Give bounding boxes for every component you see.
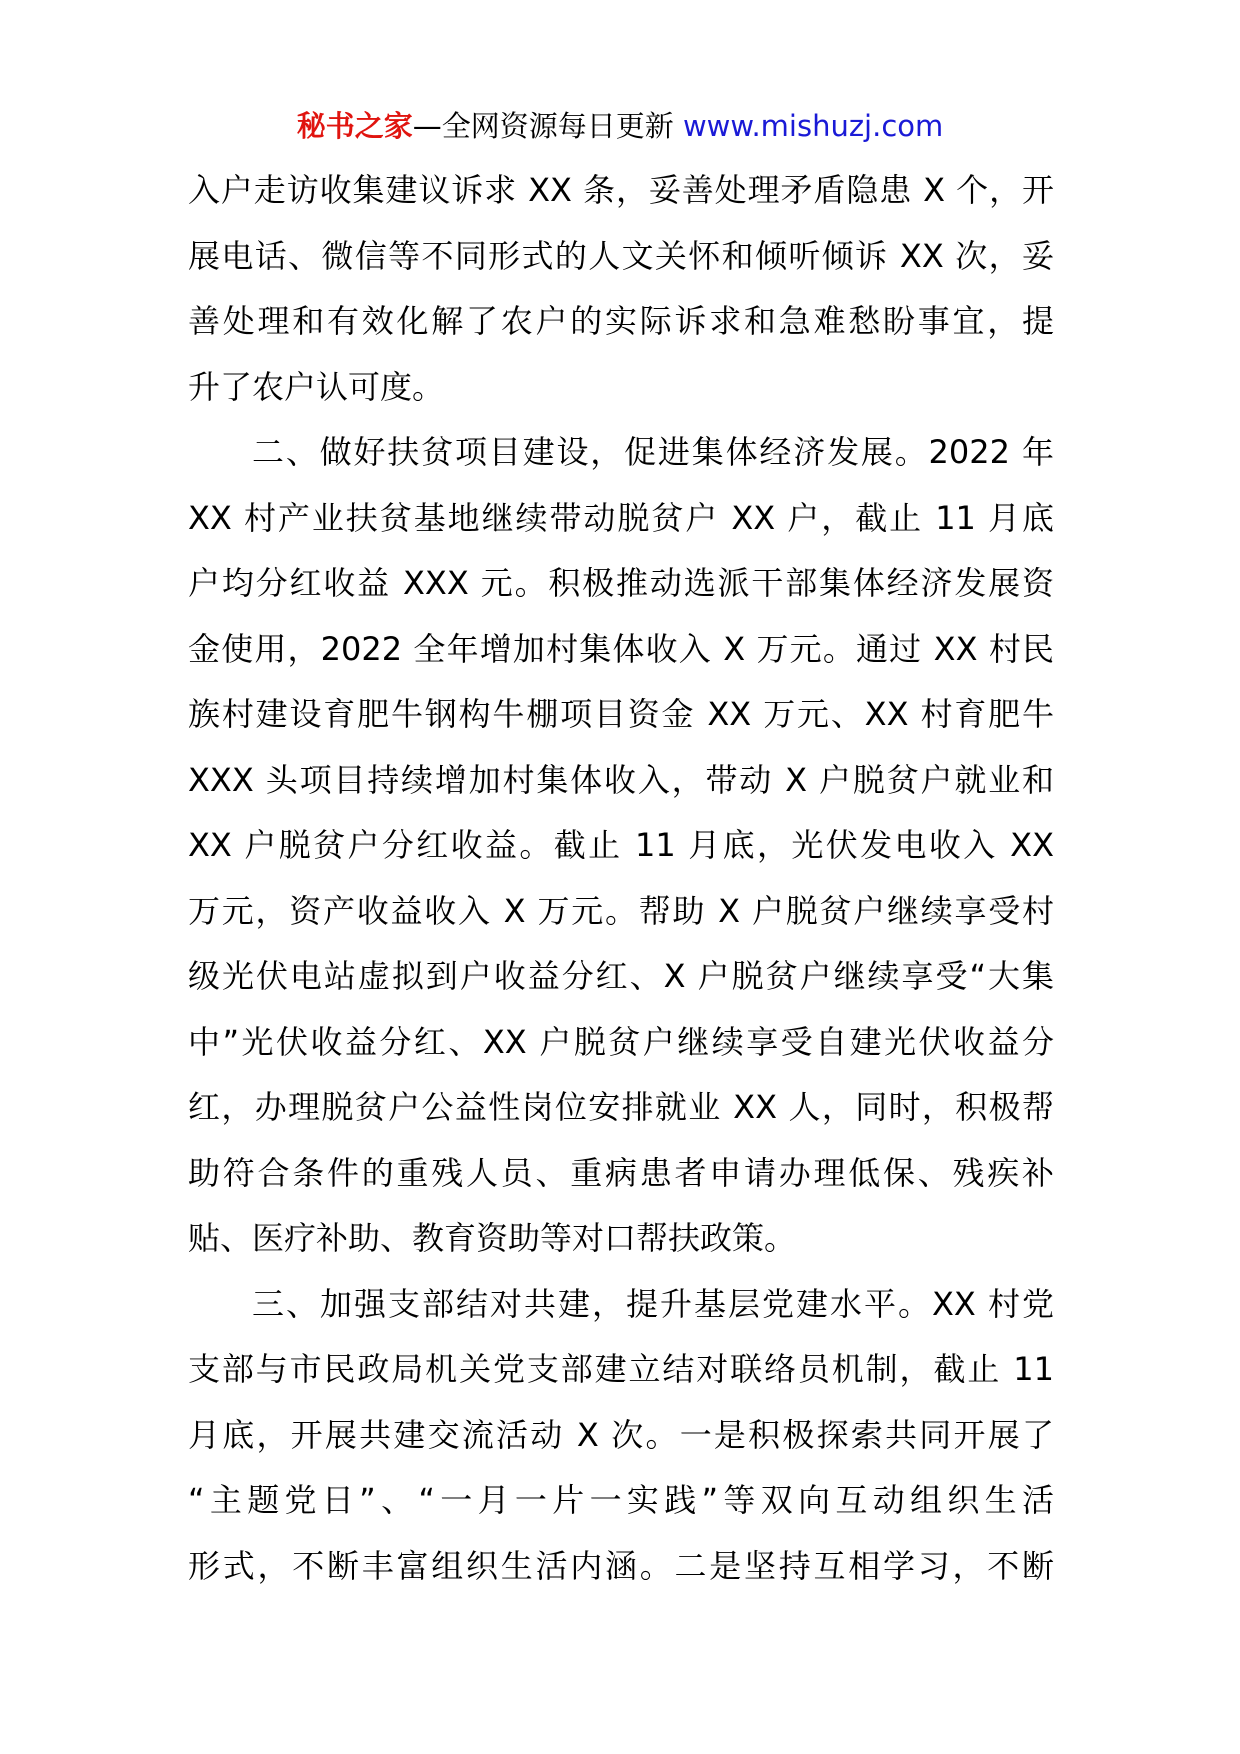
text-line: 户均分红收益 XXX 元。积极推动选派干部集体经济发展资: [188, 564, 1054, 602]
text-line: 红，办理脱贫户公益性岗位安排就业 XX 人，同时，积极帮: [188, 1088, 1054, 1126]
text-line: 支部与市民政局机关党支部建立结对联络员机制，截止 11: [188, 1350, 1054, 1388]
text-line: 贴、医疗补助、教育资助等对口帮扶政策。: [188, 1219, 797, 1257]
text-line: 善处理和有效化解了农户的实际诉求和急难愁盼事宜，提: [188, 302, 1054, 340]
text-line: 族村建设育肥牛钢构牛棚项目资金 XX 万元、XX 村育肥牛: [188, 695, 1054, 733]
text-line: 形式，不断丰富组织生活内涵。二是坚持互相学习，不断: [188, 1546, 1054, 1585]
section-heading-line: 二、做好扶贫项目建设，促进集体经济发展。2022 年: [252, 433, 1054, 471]
text-line: 助符合条件的重残人员、重病患者申请办理低保、残疾补: [188, 1153, 1054, 1192]
section-heading-line: 三、加强支部结对共建，提升基层党建水平。XX 村党: [252, 1284, 1054, 1323]
text-line: XXX 头项目持续增加村集体收入，带动 X 户脱贫户就业和: [188, 760, 1054, 799]
header-tagline: —全网资源每日更新: [412, 109, 674, 143]
text-line: 入户走访收集建议诉求 XX 条，妥善处理矛盾隐患 X 个，开: [188, 171, 1054, 209]
text-line: XX 村产业扶贫基地继续带动脱贫户 XX 户，截止 11 月底: [188, 498, 1054, 537]
text-line: 升了农户认可度。: [188, 367, 445, 406]
text-line: 级光伏电站虚拟到户收益分红、X 户脱贫户继续享受“大集: [188, 957, 1054, 995]
text-line: 中”光伏收益分红、XX 户脱贫户继续享受自建光伏收益分: [188, 1022, 1054, 1061]
text-line: 金使用，2022 全年增加村集体收入 X 万元。通过 XX 村民: [188, 629, 1054, 668]
text-line: 展电话、微信等不同形式的人文关怀和倾听倾诉 XX 次，妥: [188, 236, 1054, 275]
page-header: [0, 104, 1240, 148]
document-body: [188, 158, 1054, 1599]
text-line: 万元，资产收益收入 X 万元。帮助 X 户脱贫户继续享受村: [188, 891, 1054, 930]
text-line: XX 户脱贫户分红收益。截止 11 月底，光伏发电收入 XX: [188, 826, 1054, 864]
brand-name: 秘书之家: [296, 109, 413, 143]
text-line: 月底，开展共建交流活动 X 次。一是积极探索共同开展了: [188, 1415, 1054, 1454]
text-line: “主题党日”、“一月一片一实践”等双向互动组织生活: [188, 1481, 1054, 1519]
header-url-link[interactable]: www.mishuzj.com: [682, 109, 944, 143]
